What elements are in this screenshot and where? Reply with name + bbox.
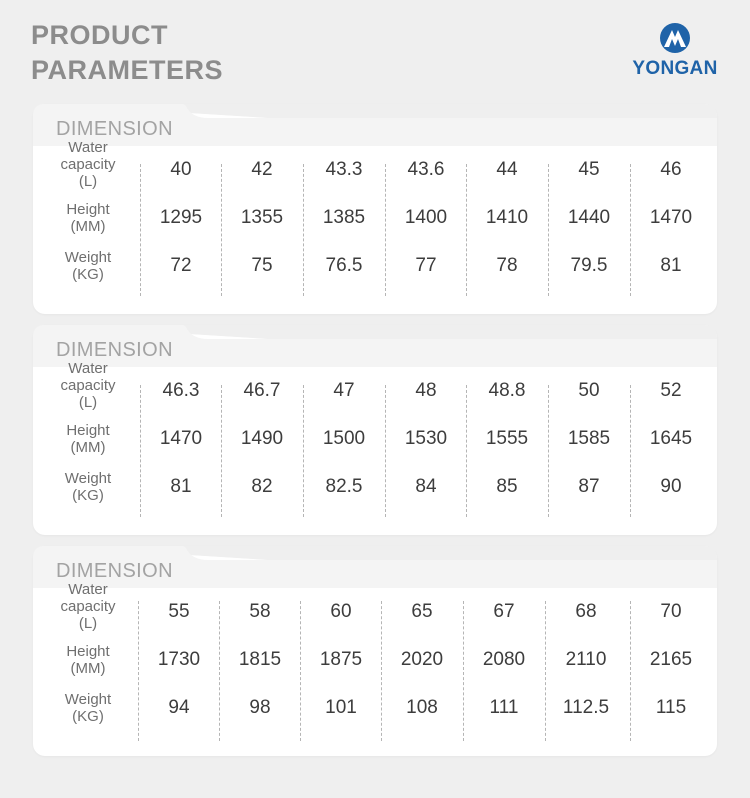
row-label-water-capacity: Water capacity (L) <box>60 359 116 411</box>
column-divider <box>630 601 631 741</box>
water-cell: 60 <box>330 601 352 622</box>
weight-cell: 77 <box>415 255 437 276</box>
column-divider <box>300 601 301 741</box>
column-divider <box>385 385 386 517</box>
weight-cell: 82 <box>251 476 273 497</box>
weight-cell: 87 <box>578 476 600 497</box>
weight-row <box>33 463 717 511</box>
row-label-water-capacity: Water capacity (L) <box>60 138 116 190</box>
height-cell: 1440 <box>567 207 611 228</box>
column-divider <box>140 164 141 296</box>
height-row <box>33 415 717 463</box>
row-label-height: Height (MM) <box>66 422 110 456</box>
column-divider <box>466 385 467 517</box>
column-divider <box>221 164 222 296</box>
column-divider <box>303 164 304 296</box>
weight-row <box>33 242 717 290</box>
height-cell: 1530 <box>404 428 448 449</box>
height-row <box>33 636 717 684</box>
water-cell: 67 <box>493 601 515 622</box>
height-cell: 1355 <box>240 207 284 228</box>
panel-label: DIMENSION <box>56 118 173 140</box>
weight-cell: 108 <box>406 697 438 718</box>
weight-cell: 79.5 <box>570 255 608 276</box>
water-cell: 46.3 <box>162 380 200 401</box>
water-cell: 55 <box>168 601 190 622</box>
height-cell: 1730 <box>157 649 201 670</box>
height-cell: 2020 <box>400 649 444 670</box>
water-cell: 48.8 <box>488 380 526 401</box>
column-divider <box>140 385 141 517</box>
dimension-panel-3 <box>33 546 717 756</box>
height-cell: 2080 <box>482 649 526 670</box>
water-cell: 48 <box>415 380 437 401</box>
height-cell: 1385 <box>322 207 366 228</box>
height-cell: 1410 <box>485 207 529 228</box>
height-cell: 1470 <box>159 428 203 449</box>
height-cell: 2110 <box>565 649 607 670</box>
weight-cell: 76.5 <box>325 255 363 276</box>
water-cell: 46.7 <box>243 380 281 401</box>
height-cell: 2165 <box>649 649 693 670</box>
height-cell: 1470 <box>649 207 693 228</box>
height-cell: 1295 <box>159 207 203 228</box>
water-capacity-row <box>33 359 717 415</box>
page-title-line-2: PARAMETERS <box>31 55 224 85</box>
weight-cell: 94 <box>168 697 190 718</box>
row-label-weight: Weight (KG) <box>64 691 112 725</box>
height-cell: 1500 <box>322 428 366 449</box>
row-label-height: Height (MM) <box>66 201 110 235</box>
column-divider <box>138 601 139 741</box>
brand-name: YONGAN <box>632 58 718 79</box>
page-title-line-1: PRODUCT <box>31 20 168 50</box>
weight-cell: 115 <box>655 697 687 718</box>
height-row <box>33 194 717 242</box>
water-cell: 50 <box>578 380 600 401</box>
weight-cell: 85 <box>496 476 518 497</box>
column-divider <box>303 385 304 517</box>
weight-row <box>33 684 717 732</box>
water-cell: 43.6 <box>407 159 445 180</box>
column-divider <box>221 385 222 517</box>
water-capacity-row <box>33 138 717 194</box>
height-cell: 1875 <box>319 649 363 670</box>
column-divider <box>545 601 546 741</box>
water-cell: 68 <box>575 601 597 622</box>
water-cell: 65 <box>411 601 433 622</box>
water-cell: 70 <box>660 601 682 622</box>
column-divider <box>381 601 382 741</box>
water-cell: 47 <box>333 380 355 401</box>
row-label-weight: Weight (KG) <box>64 249 112 283</box>
weight-cell: 84 <box>415 476 437 497</box>
weight-cell: 81 <box>170 476 192 497</box>
column-divider <box>385 164 386 296</box>
water-cell: 45 <box>578 159 600 180</box>
water-cell: 40 <box>170 159 192 180</box>
row-label-water-capacity: Water capacity (L) <box>60 580 116 632</box>
water-cell: 58 <box>249 601 271 622</box>
water-cell: 52 <box>660 380 682 401</box>
page-title <box>31 18 223 88</box>
weight-cell: 78 <box>496 255 518 276</box>
column-divider <box>630 164 631 296</box>
weight-cell: 81 <box>660 255 682 276</box>
panel-label: DIMENSION <box>56 339 173 361</box>
height-cell: 1490 <box>240 428 284 449</box>
row-label-height: Height (MM) <box>66 643 110 677</box>
water-cell: 44 <box>496 159 518 180</box>
weight-cell: 82.5 <box>325 476 363 497</box>
weight-cell: 101 <box>325 697 357 718</box>
weight-cell: 98 <box>249 697 271 718</box>
column-divider <box>548 164 549 296</box>
weight-cell: 90 <box>660 476 682 497</box>
height-cell: 1400 <box>404 207 448 228</box>
water-cell: 46 <box>660 159 682 180</box>
weight-cell: 112.5 <box>562 697 610 718</box>
column-divider <box>463 601 464 741</box>
height-cell: 1645 <box>649 428 693 449</box>
column-divider <box>630 385 631 517</box>
brand-logo <box>620 22 730 84</box>
water-cell: 42 <box>251 159 273 180</box>
dimension-panel-2 <box>33 325 717 535</box>
water-capacity-row <box>33 580 717 636</box>
weight-cell: 111 <box>489 697 519 718</box>
weight-cell: 75 <box>251 255 273 276</box>
column-divider <box>466 164 467 296</box>
row-label-weight: Weight (KG) <box>64 470 112 504</box>
weight-cell: 72 <box>170 255 192 276</box>
height-cell: 1585 <box>567 428 611 449</box>
height-cell: 1555 <box>485 428 529 449</box>
column-divider <box>548 385 549 517</box>
yongan-logo-icon <box>659 22 691 54</box>
dimension-panel-1 <box>33 104 717 314</box>
column-divider <box>219 601 220 741</box>
height-cell: 1815 <box>238 649 282 670</box>
panel-label: DIMENSION <box>56 560 173 582</box>
water-cell: 43.3 <box>325 159 363 180</box>
